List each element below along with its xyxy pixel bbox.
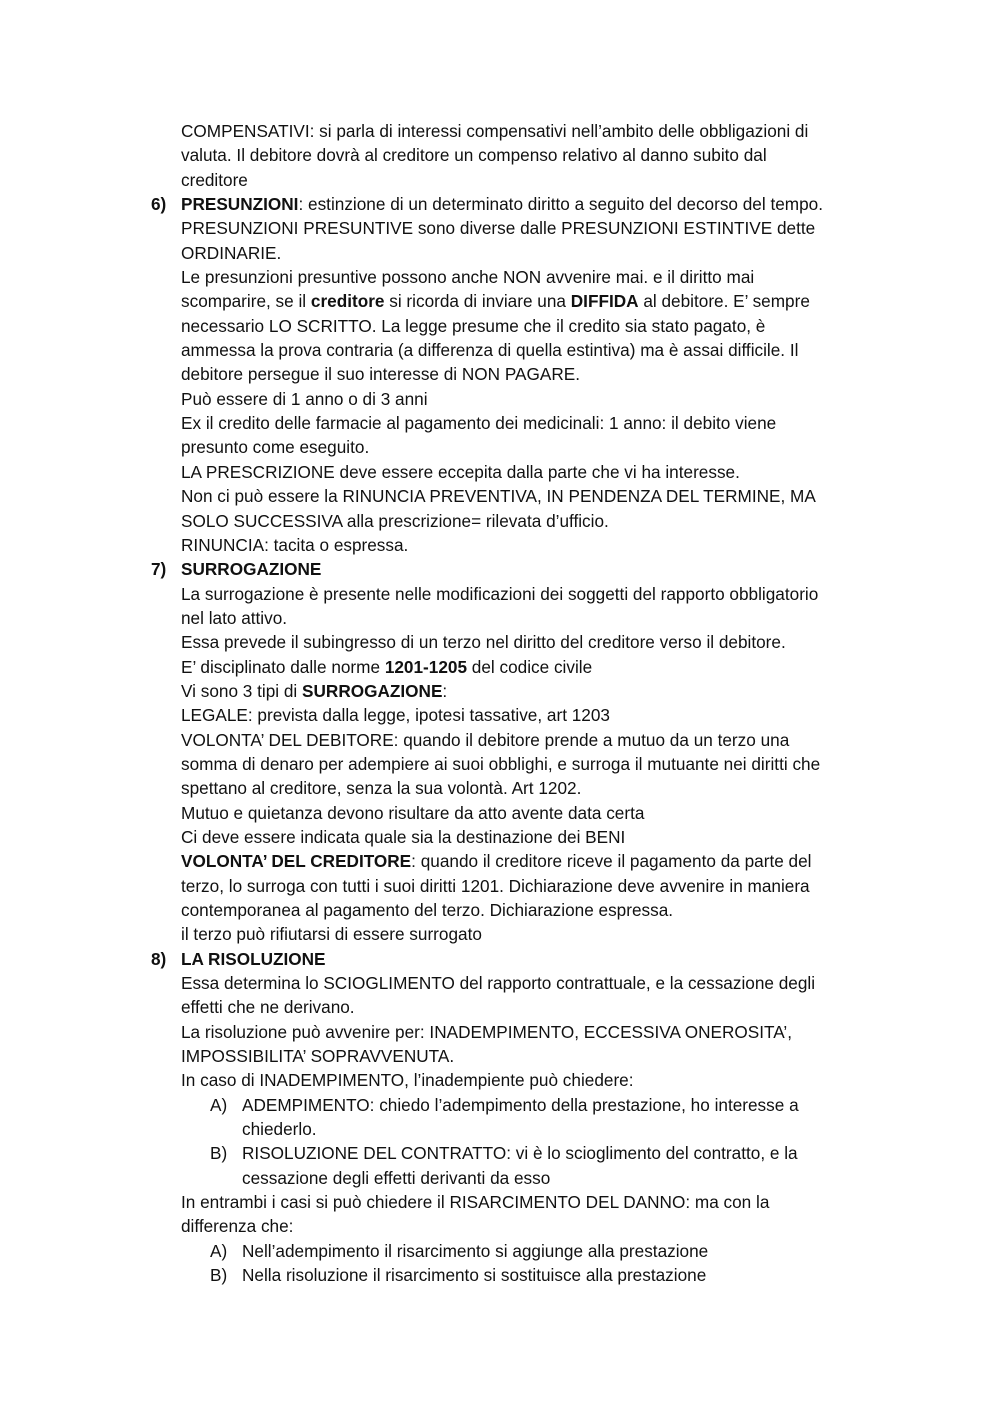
text-line: [181, 679, 891, 703]
text-line: Ex il credito delle farmacie al pagamento dei medicinali: 1 anno: il debito viene: [181, 413, 777, 434]
text-span: scomparire, se il: [181, 291, 311, 312]
list-item: [181, 1263, 891, 1287]
list-item: [181, 1093, 891, 1117]
text-span: : estinzione di un determinato diritto a seguito del decorso del tempo.: [298, 194, 823, 215]
text-line: spettano al creditore, senza la sua volontà. Art 1202.: [181, 778, 582, 799]
text-line: ammessa la prova contraria (a differenza di quella estintiva) ma è assai difficile. Il: [181, 340, 799, 361]
text-line: COMPENSATIVI: si parla di interessi compensativi nell’ambito delle obbligazioni di: [181, 121, 809, 141]
text-line: PRESUNZIONI PRESUNTIVE sono diverse dalle PRESUNZIONI ESTINTIVE dette: [181, 218, 816, 239]
bold-term: 1201-1205: [384, 656, 468, 677]
text-line: necessario LO SCRITTO. La legge presume che il credito sia stato pagato, è: [181, 315, 766, 336]
list-item-text: ADEMPIMENTO: chiedo l’adempimento della prestazione, ho interesse a: [242, 1094, 799, 1115]
text-line: somma di denaro per adempiere ai suoi obblighi, e surroga il mutuante nei diritti che: [181, 753, 821, 774]
list-item: [181, 1141, 891, 1165]
text-line: RINUNCIA: tacita o espressa.: [181, 534, 409, 555]
text-line: In caso di INADEMPIMENTO, l’inadempiente può chiedere:: [181, 1070, 634, 1091]
text-line: [181, 849, 891, 873]
text-line: Essa prevede il subingresso di un terzo nel diritto del creditore verso il debitore.: [181, 632, 786, 653]
text-line: terzo, lo surroga con tutti i suoi diritti 1201. Dichiarazione deve avvenire in maniera: [181, 875, 810, 896]
bold-term: VOLONTA’ DEL CREDITORE: [181, 851, 412, 872]
text-line: Non ci può essere la RINUNCIA PREVENTIVA, IN PENDENZA DEL TERMINE, MA: [181, 486, 816, 507]
text-span: si ricorda di inviare una: [384, 291, 571, 312]
text-line: La surrogazione è presente nelle modificazioni dei soggetti del rapporto obbligatorio: [181, 583, 819, 604]
list-letter: B): [210, 1143, 228, 1164]
text-line: presunto come eseguito.: [181, 437, 370, 458]
text-line: La risoluzione può avvenire per: INADEMPIMENTO, ECCESSIVA ONEROSITA’,: [181, 1021, 793, 1042]
section-title: PRESUNZIONI: [181, 194, 299, 215]
section-number: 7): [151, 559, 167, 580]
section-title: SURROGAZIONE: [181, 559, 322, 580]
list-item-continuation: cessazione degli effetti derivanti da esso: [242, 1167, 551, 1188]
text-line: il terzo può rifiutarsi di essere surrogato: [181, 924, 482, 945]
list-item-text: Nell’adempimento il risarcimento si aggiunge alla prestazione: [242, 1240, 709, 1261]
text-span: Vi sono 3 tipi di: [181, 680, 303, 701]
text-line: debitore persegue il suo interesse di NON PAGARE.: [181, 364, 581, 385]
list-item-text: Nella risoluzione il risarcimento si sostituisce alla prestazione: [242, 1265, 707, 1286]
text-line: SOLO SUCCESSIVA alla prescrizione= rilevata d’ufficio.: [181, 510, 609, 531]
text-line: [181, 655, 891, 679]
text-line: Ci deve essere indicata quale sia la destinazione dei BENI: [181, 826, 626, 847]
list-letter: B): [210, 1265, 228, 1286]
text-span: del codice civile: [467, 656, 593, 677]
text-span: : quando il creditore riceve il pagamento da parte del: [411, 851, 812, 872]
text-span: E’ disciplinato dalle norme: [181, 656, 385, 677]
text-line: Essa determina lo SCIOGLIMENTO del rapporto contrattuale, e la cessazione degli: [181, 973, 816, 994]
section-heading-risoluzione: [151, 947, 891, 971]
text-line: [181, 289, 891, 313]
text-line: Può essere di 1 anno o di 3 anni: [181, 388, 428, 409]
document-body: [151, 119, 891, 1288]
section-title: LA RISOLUZIONE: [181, 948, 326, 969]
section-heading-surrogazione: [151, 557, 891, 581]
list-item-continuation: chiederlo.: [242, 1119, 317, 1140]
text-line: nel lato attivo.: [181, 607, 288, 628]
text-line: contemporanea al pagamento del terzo. Dichiarazione espressa.: [181, 900, 674, 920]
text-span: al debitore. E’ sempre: [638, 291, 810, 312]
section-heading-presunzioni: [151, 192, 891, 216]
bold-term: DIFFIDA: [570, 291, 639, 312]
text-line: differenza che:: [181, 1216, 294, 1237]
text-line: creditore: [181, 169, 248, 190]
text-line: In entrambi i casi si può chiedere il RISARCIMENTO DEL DANNO: ma con la: [181, 1192, 770, 1213]
text-line: valuta. Il debitore dovrà al creditore un compenso relativo al danno subito dal: [181, 145, 767, 166]
text-line: LEGALE: prevista dalla legge, ipotesi tassative, art 1203: [181, 705, 610, 726]
text-line: IMPOSSIBILITA’ SOPRAVVENUTA.: [181, 1046, 455, 1067]
list-letter: A): [210, 1240, 228, 1261]
list-letter: A): [210, 1094, 228, 1115]
list-item: [181, 1239, 891, 1263]
text-line: LA PRESCRIZIONE deve essere eccepita dalla parte che vi ha interesse.: [181, 461, 740, 482]
text-line: Le presunzioni presuntive possono anche NON avvenire mai. e il diritto mai: [181, 267, 755, 288]
text-line: VOLONTA’ DEL DEBITORE: quando il debitore prende a mutuo da un terzo una: [181, 729, 790, 750]
bold-term: SURROGAZIONE: [302, 680, 443, 701]
text-span: :: [442, 680, 448, 701]
text-line: effetti che ne derivano.: [181, 997, 355, 1018]
bold-term: creditore: [310, 291, 385, 312]
section-number: 6): [151, 194, 167, 215]
text-line: ORDINARIE.: [181, 242, 282, 263]
section-number: 8): [151, 948, 167, 969]
text-line: Mutuo e quietanza devono risultare da atto avente data certa: [181, 802, 645, 823]
list-item-text: RISOLUZIONE DEL CONTRATTO: vi è lo scioglimento del contratto, e la: [242, 1143, 798, 1164]
